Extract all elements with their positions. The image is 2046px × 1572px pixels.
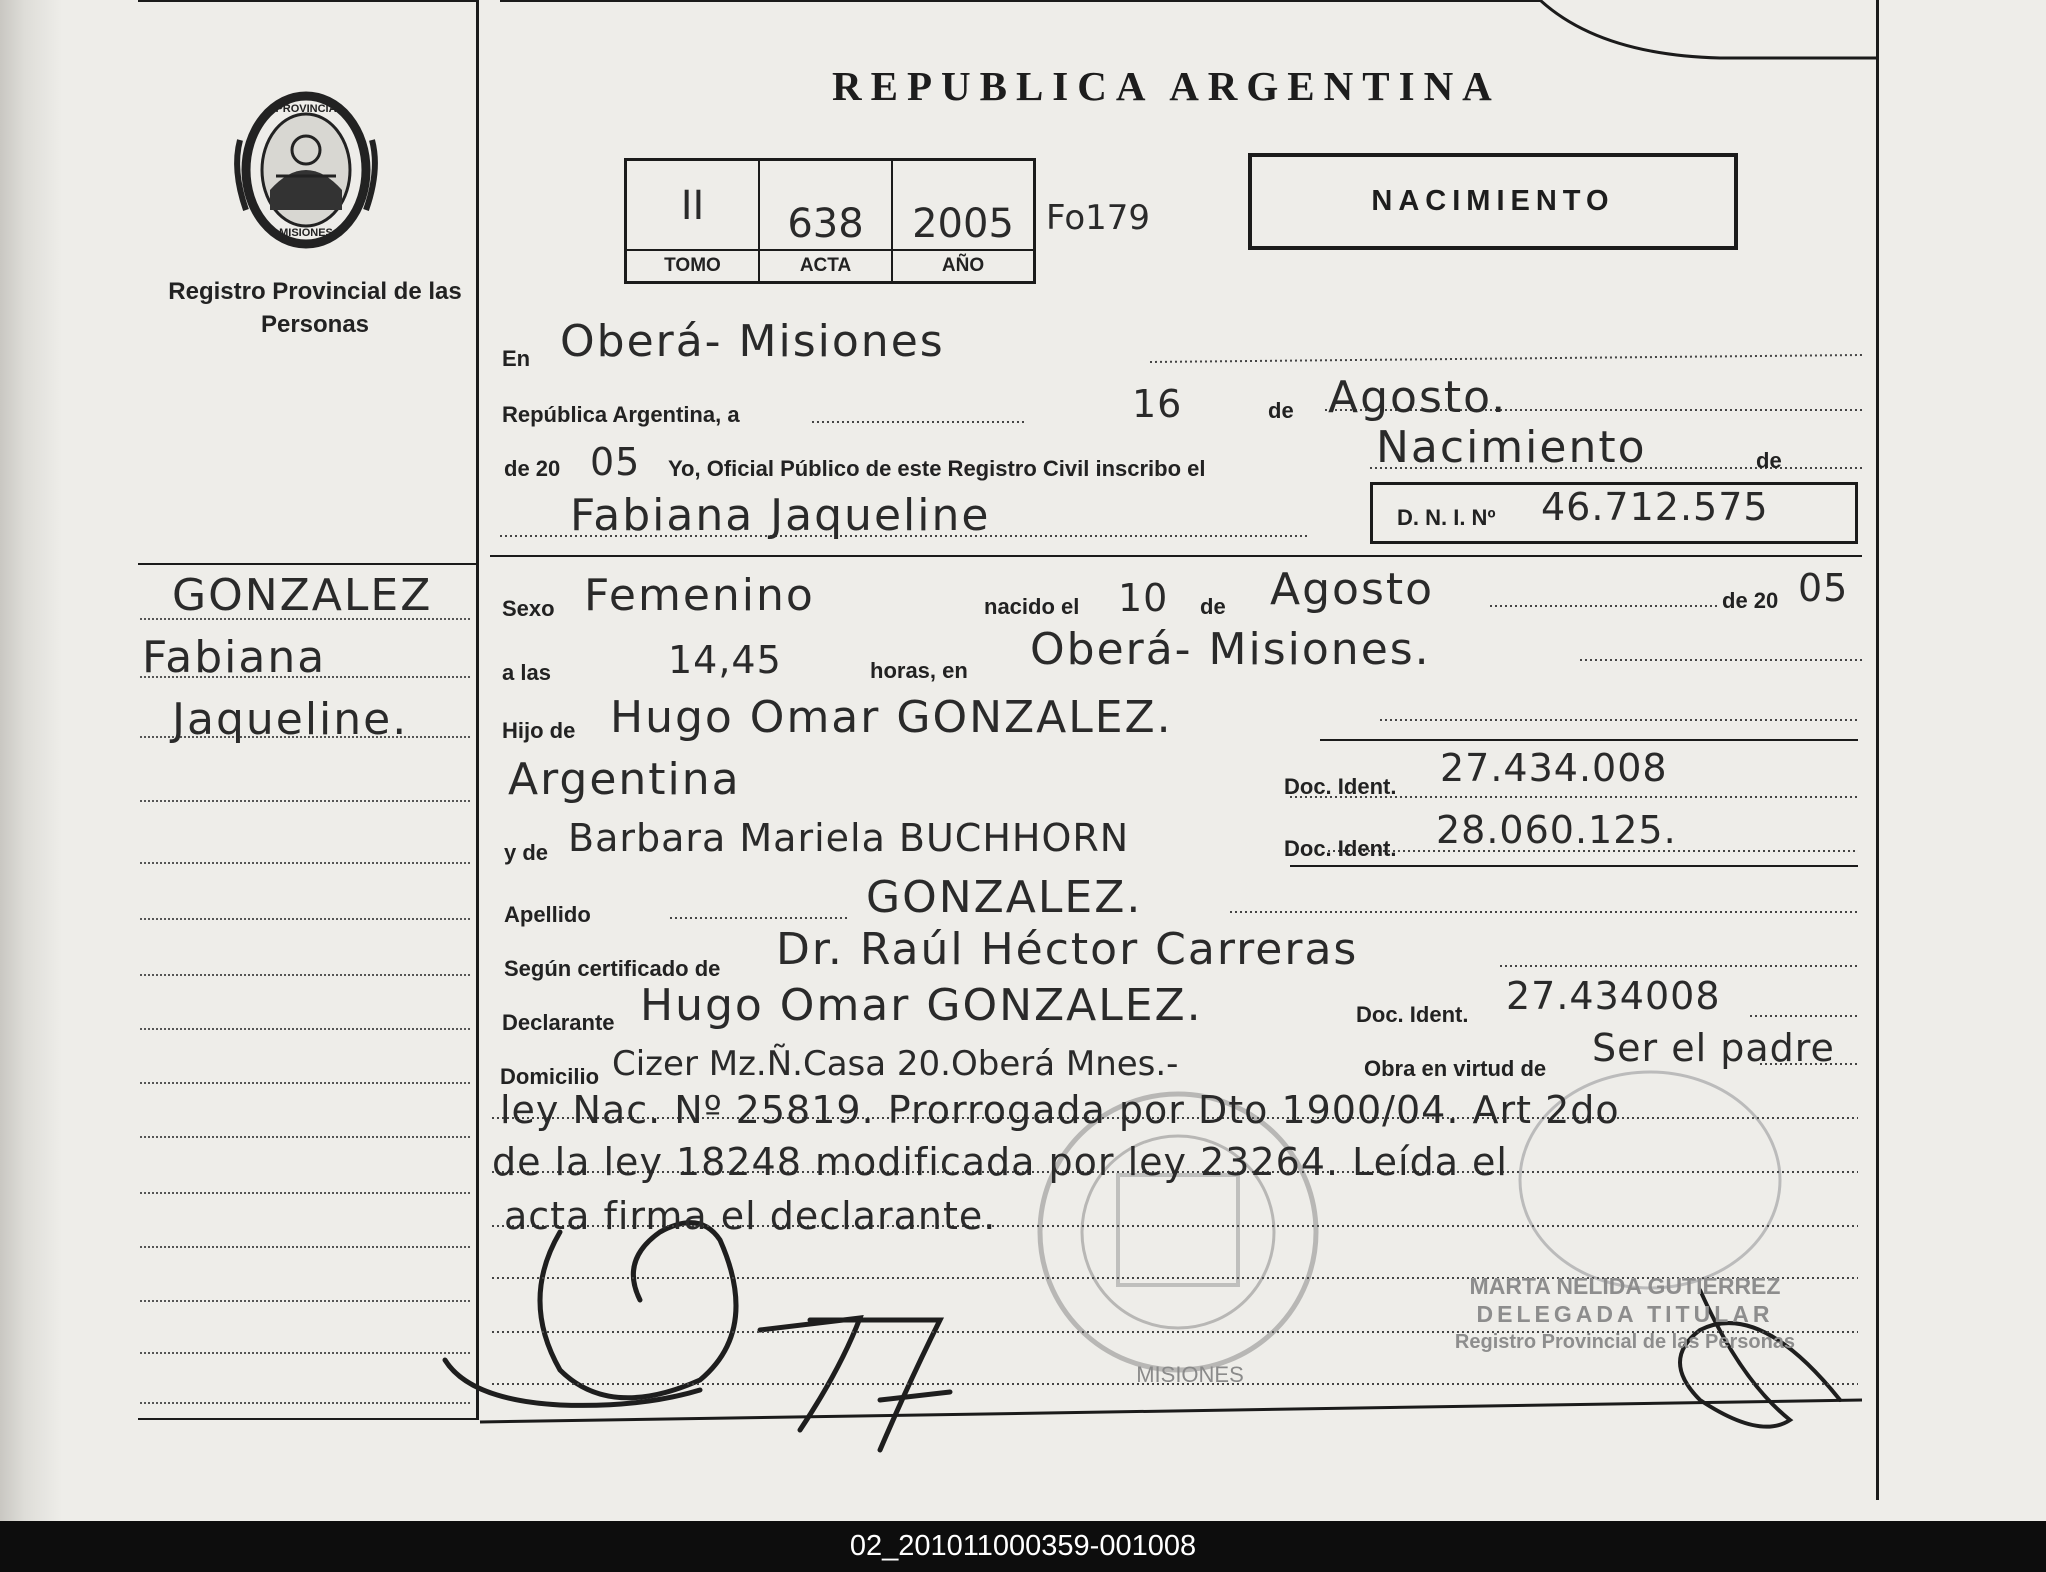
de-label: de — [1268, 398, 1294, 423]
declarante-doc-value: 27.434008 — [1506, 974, 1721, 1018]
father-nationality-value: Argentina — [508, 754, 741, 805]
acta-cell — [760, 161, 893, 281]
folio-value: Fo179 — [1046, 198, 1151, 238]
nacido-label: nacido el — [984, 594, 1080, 619]
mother-name-value: Barbara Mariela BUCHHORN — [568, 816, 1130, 860]
sexo-label: Sexo — [502, 596, 555, 621]
tomo-value: II — [680, 183, 705, 229]
hijo-label: Hijo de — [502, 718, 576, 743]
birth-month-value: Agosto — [1270, 564, 1435, 615]
emblem-bottom-text: MISIONES — [279, 227, 333, 239]
apellido-label: Apellido — [504, 902, 591, 927]
country-title: REPUBLICA ARGENTINA — [832, 63, 1501, 109]
record-type: NACIMIENTO — [1371, 185, 1615, 217]
dni-label: D. N. I. Nº — [1397, 505, 1496, 530]
record-number-table — [624, 158, 1036, 284]
tomo-cell — [627, 161, 760, 281]
official-registry: Registro Provincial de las Personas — [1454, 1331, 1796, 1353]
side-surname: GONZALEZ — [172, 570, 433, 621]
round-seal-text: MISIONES — [1136, 1362, 1244, 1387]
dni-box — [1370, 482, 1858, 544]
emblem-top-text: PROVINCIA — [275, 103, 337, 115]
day-value: 16 — [1132, 382, 1183, 426]
birth-day-value: 10 — [1118, 576, 1169, 620]
father-doc-value: 27.434.008 — [1440, 746, 1668, 790]
segun-label: Según certificado de — [504, 956, 721, 981]
declarante-doc-label: Doc. Ident. — [1356, 1002, 1469, 1027]
record-type-box — [1248, 153, 1738, 250]
mother-doc-value: 28.060.125. — [1436, 808, 1677, 852]
acta-value: 638 — [787, 201, 864, 247]
note-line-2: de la ley 18248 modificada por ley 23264. Leída el — [492, 1140, 1508, 1184]
yde-label: y de — [504, 840, 549, 865]
ano-label: AÑO — [941, 255, 985, 276]
declarante-label: Declarante — [502, 1010, 615, 1035]
domicilio-value: Cizer Mz.Ñ.Casa 20.Oberá Mnes.- — [612, 1044, 1179, 1084]
month-value: Agosto. — [1328, 372, 1508, 423]
side-second-name: Jaqueline. — [172, 694, 409, 745]
note-line-3: acta firma el declarante. — [504, 1194, 997, 1238]
obra-value: Ser el padre — [1592, 1026, 1835, 1070]
act-value: Nacimiento — [1376, 422, 1647, 473]
name-value: Fabiana Jaqueline — [570, 490, 991, 541]
year-suffix-value: 05 — [590, 440, 641, 484]
doc-label: Doc. Ident. — [1284, 774, 1397, 799]
ano-value: 2005 — [912, 201, 1014, 247]
note-line-1: ley Nac. Nº 25819. Prorrogada por Dto 1900/04. Art 2do — [500, 1088, 1620, 1132]
en-label: En — [502, 346, 531, 371]
alas-label: a las — [502, 660, 551, 685]
sexo-value: Femenino — [584, 570, 815, 621]
birth-place-value: Oberá- Misiones. — [1030, 624, 1431, 675]
acta-label: ACTA — [799, 255, 852, 276]
domicilio-label: Domicilio — [500, 1064, 600, 1089]
round-seal-stamp — [1040, 1094, 1316, 1370]
en-value: Oberá- Misiones — [560, 316, 945, 367]
father-name-value: Hugo Omar GONZALEZ. — [610, 692, 1173, 743]
tomo-label: TOMO — [664, 255, 721, 276]
apellido-value: GONZALEZ. — [866, 872, 1143, 923]
republica-label: República Argentina, a — [502, 402, 740, 427]
side-first-name: Fabiana — [142, 632, 327, 683]
official-name: MARTA NELIDA GUTIERREZ — [1469, 1273, 1781, 1299]
birth-year-suffix-value: 05 — [1798, 566, 1849, 610]
horas-label: horas, en — [870, 658, 968, 683]
obra-label: Obra en virtud de — [1364, 1056, 1547, 1081]
top-right-curve — [1540, 0, 1876, 58]
scan-id-bar: 02_201011000359-001008 — [849, 1530, 1197, 1562]
hour-value: 14,45 — [668, 638, 782, 682]
de-label-3: de — [1200, 594, 1226, 619]
de-label-2: de — [1756, 448, 1782, 473]
official-role: DELEGADA TITULAR — [1476, 1301, 1774, 1327]
inscribo-label: Yo, Oficial Público de este Registro Civil inscribo el — [668, 456, 1206, 481]
de20-label: de 20 — [504, 456, 561, 481]
de20-label-2: de 20 — [1722, 588, 1779, 613]
declarante-value: Hugo Omar GONZALEZ. — [640, 980, 1203, 1031]
dni-value: 46.712.575 — [1541, 485, 1769, 529]
registry-name: Registro Provincial de las Personas — [168, 278, 462, 338]
emblem-icon — [237, 96, 375, 244]
ano-cell — [893, 161, 1033, 281]
mother-doc-label: Doc. Ident. — [1284, 836, 1397, 861]
official-stamp — [1425, 1272, 1825, 1356]
doctor-value: Dr. Raúl Héctor Carreras — [776, 924, 1359, 975]
